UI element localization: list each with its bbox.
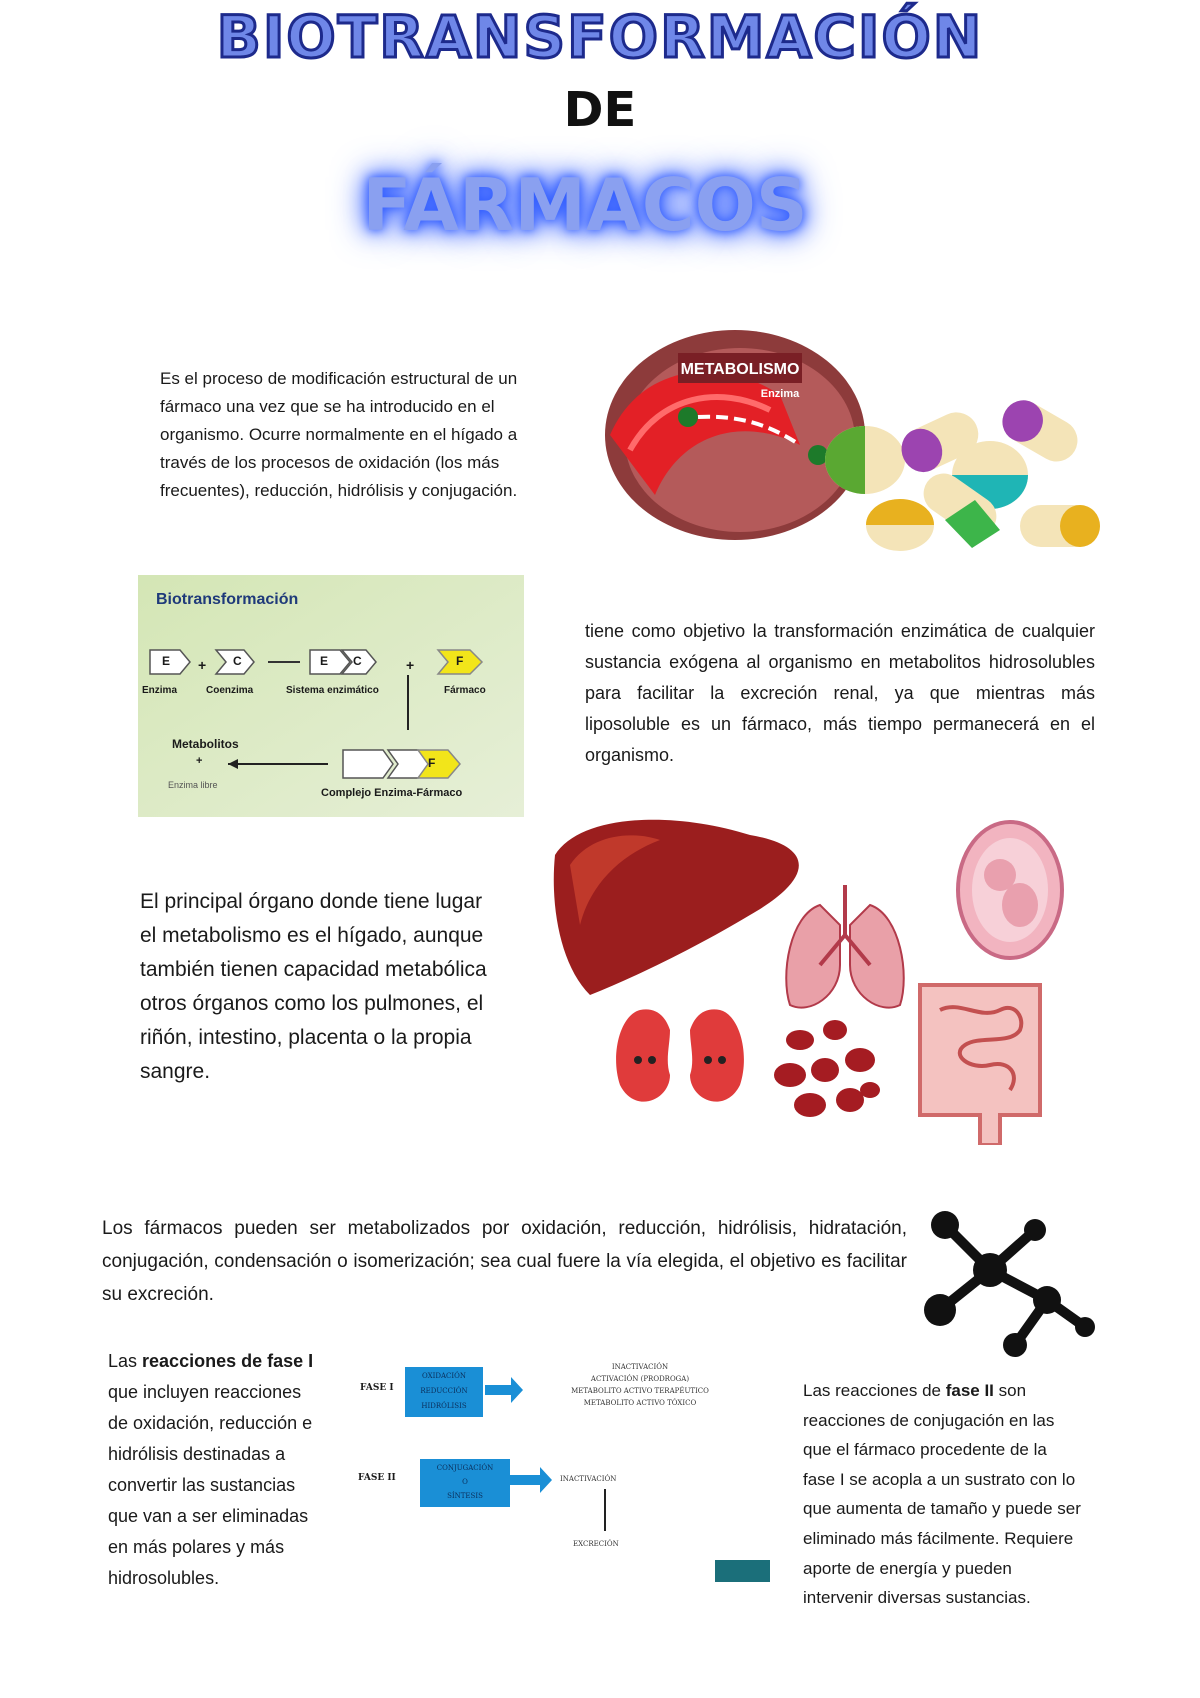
label-farmaco: Fármaco (444, 685, 486, 696)
lungs-icon (786, 885, 904, 1008)
fase2-box (420, 1459, 510, 1507)
title-line-3: FÁRMACOS (362, 163, 808, 247)
phase2-pre: Las reacciones de (803, 1381, 946, 1400)
organs-paragraph: El principal órgano donde tiene lugar el metabolismo es el hígado, aunque también tienen capacidad metabólica otros órganos como los pulmones, el riñón, intestino, placenta o la propia sangre. (140, 890, 487, 1083)
label-sistema: Sistema enzimático (286, 685, 379, 696)
phase1-pre: Las (108, 1351, 143, 1371)
fase2-box-line: O (462, 1478, 468, 1486)
fase1-box-line: REDUCCIÓN (420, 1387, 468, 1395)
diagram-e2: E (320, 654, 329, 668)
fase2-arrow (510, 1467, 552, 1493)
diagram-title: Biotransformación (156, 591, 299, 608)
fase1-out-line: INACTIVACIÓN (611, 1363, 669, 1371)
fase1-out-line: METABOLITO ACTIVO TERAPÉUTICO (571, 1387, 709, 1395)
decorative-block (715, 1560, 770, 1582)
organs-illustration (550, 815, 1120, 1145)
label-enzima: Enzima (142, 685, 178, 696)
molecule-icon (915, 1205, 1100, 1365)
title-line-1: BIOTRANSFORMACIÓN (216, 3, 984, 71)
diagram-f1: F (456, 654, 464, 668)
diagram-plus3: + (196, 755, 203, 767)
diagram-plus1: + (198, 657, 207, 673)
biotransformation-diagram (138, 575, 524, 817)
fase1-out-line: METABOLITO ACTIVO TÓXICO (583, 1399, 697, 1407)
fase1-label: FASE I (360, 1383, 394, 1393)
objective-paragraph: tiene como objetivo la transformación enzimática de cualquier sustancia exógena al organismo en metabolitos hidrosolubles para facilitar la excreción renal, ya que mientras más liposoluble es un fármaco, más tiempo permanecerá en el organismo. (585, 621, 1095, 765)
label-metabolitos: Metabolitos (172, 737, 239, 751)
enzyme-label: Enzima (760, 388, 800, 400)
fase2-connector (604, 1489, 606, 1531)
title-line-2: DE (563, 82, 637, 138)
label-complejo: Complejo Enzima-Fármaco (321, 787, 463, 799)
fase1-box-line: HIDRÓLISIS (421, 1402, 467, 1410)
fase2-box-line: SÍNTESIS (447, 1492, 483, 1500)
fase1-out-line: ACTIVACIÓN (PRODROGA) (590, 1375, 690, 1383)
phase2-paragraph (803, 1376, 1083, 1613)
metabolism-label: METABOLISMO (680, 361, 800, 378)
intestine-icon (920, 985, 1040, 1145)
fase2-label: FASE II (358, 1473, 396, 1483)
label-coenzima: Coenzima (206, 685, 254, 696)
kidneys-icon (616, 1009, 744, 1101)
placenta-icon (958, 822, 1062, 958)
fase1-box (405, 1367, 483, 1417)
diagram-e1: E (162, 654, 171, 668)
fase1-out (535, 1361, 745, 1409)
phase1-paragraph (108, 1346, 323, 1594)
pathways-paragraph: Los fármacos pueden ser metabolizados por oxidación, reducción, hidrólisis, hidratación, conjugación, condensación o isomerización; sea cual fuere la vía elegida, el objetivo es facilitar su excreción. (102, 1218, 907, 1305)
diagram-plus2: + (406, 657, 415, 673)
phase1-post: que incluyen reacciones de oxidación, reducción e hidrólisis destinadas a convertir las sustancias que van a ser eliminadas en más polares y más hidrosolubles. (108, 1382, 313, 1588)
diagram-f2: F (428, 756, 436, 770)
fase1-box-line: OXIDACIÓN (421, 1372, 467, 1380)
fase2-out: INACTIVACIÓN (560, 1475, 617, 1483)
excrecion-label: EXCRECIÓN (573, 1540, 619, 1548)
metabolism-illustration (600, 325, 1100, 565)
phase2-bold: fase II (945, 1381, 994, 1400)
fase1-arrow (485, 1377, 523, 1403)
fase2-box-line: CONJUGACIÓN (436, 1464, 494, 1472)
blood-cells-icon (774, 1020, 880, 1117)
diagram-c1: C (233, 654, 242, 668)
intro-paragraph: Es el proceso de modificación estructural de un fármaco una vez que se ha introducido en el organismo. Ocurre normalmente en el hígado a través de los procesos de oxidación (los más frecuentes), reducción, hidrólisis y conjugación. (160, 369, 518, 500)
phase1-bold: reacciones de fase I (142, 1351, 314, 1371)
label-enzima-libre: Enzima libre (168, 780, 218, 790)
diagram-c2: C (353, 654, 362, 668)
phase2-post: son reacciones de conjugación en las que el fármaco procedente de la fase I se acopla a un sustrato con lo que aumenta de tamaño y puede ser eliminado más fácilmente. Requiere aporte de energía y pueden intervenir diversas sustancias. (803, 1381, 1081, 1608)
phase-chart (355, 1355, 755, 1595)
